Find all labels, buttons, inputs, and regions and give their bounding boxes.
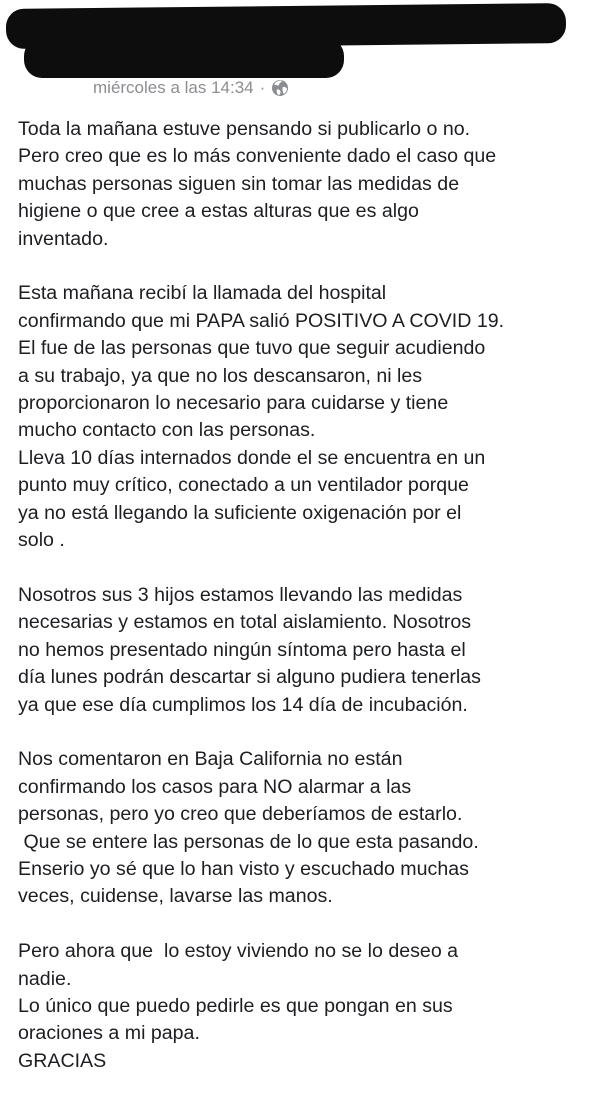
post-text-line: oraciones a mi papa. [18,1022,200,1045]
post-text-line: muchas personas siguen sin tomar las medidas de [18,172,460,195]
post-text-line: proporcionaron lo necesario para cuidarse y tiene [18,392,449,415]
post-text-line: Nos comentaron en Baja California no están [18,748,403,771]
post-paragraph [18,938,584,1075]
post-paragraph [18,280,584,554]
post-text-line: Esta mañana recibí la llamada del hospital [18,282,387,305]
post-text-line: ya no está llegando la suficiente oxigenación por el [18,501,462,524]
post-text-line: confirmando los casos para NO alarmar a las [18,775,412,798]
post-text-line: necesarias y estamos en total aislamiento. Nosotros [18,611,472,634]
post-text-line: Toda la mañana estuve pensando si publicarlo o no. [18,118,471,140]
post-text-line: solo . [18,529,65,552]
post-text-line: inventado. [18,227,109,250]
post-paragraph [18,746,584,910]
post-text-line: Que se entere las personas de lo que esta pasando. [18,830,479,853]
post-text-line: Lleva 10 días internados donde el se encuentra en un [18,446,486,469]
post-timestamp[interactable]: miércoles a las 14:34 [93,78,254,97]
post-text-line: Nosotros sus 3 hijos estamos llevando las medidas [18,583,463,606]
post-paragraph [18,116,584,253]
post-text-line: GRACIAS [18,1049,107,1072]
post-text-line: a su trabajo, ya que no los descansaron, ni les [18,364,423,387]
post-text-line: veces, cuidense, lavarse las manos. [18,885,333,908]
post-text-line: nadie. [18,967,72,990]
post-text-line: higiene o que cree a estas alturas que es algo [18,200,419,223]
post-text-line: Enserio yo sé que lo han visto y escuchado muchas [18,857,469,880]
post-meta [93,76,289,100]
post-text-line: Pero creo que es lo más conveniente dado el caso que [18,145,497,168]
post-text-line: Lo único que puedo pedirle es que pongan en sus [18,994,453,1017]
post-body [18,116,584,1103]
globe-icon[interactable] [271,79,289,97]
post-text-line: personas, pero yo creo que deberíamos de estarlo. [18,803,463,826]
meta-separator: · [259,78,266,97]
redacted-author-name [24,38,344,78]
post-text-line: ya que ese día cumplimos los 14 día de incubación. [18,693,468,716]
post-text-line: no hemos presentado ningún síntoma pero hasta el [18,638,466,661]
post-text-line: día lunes podrán descartar si alguno pudiera tenerlas [18,666,481,689]
post-text-line: Pero ahora que lo estoy viviendo no se lo deseo a [18,940,459,963]
post-text-line: confirmando que mi PAPA salió POSITIVO A COVID 19. [18,309,505,332]
post-text-line: mucho contacto con las personas. [18,419,316,442]
post-paragraph [18,582,584,719]
post-text-line: El fue de las personas que tuvo que seguir acudiendo [18,337,486,360]
post-text-line: punto muy crítico, conectado a un ventilador porque [18,474,469,497]
